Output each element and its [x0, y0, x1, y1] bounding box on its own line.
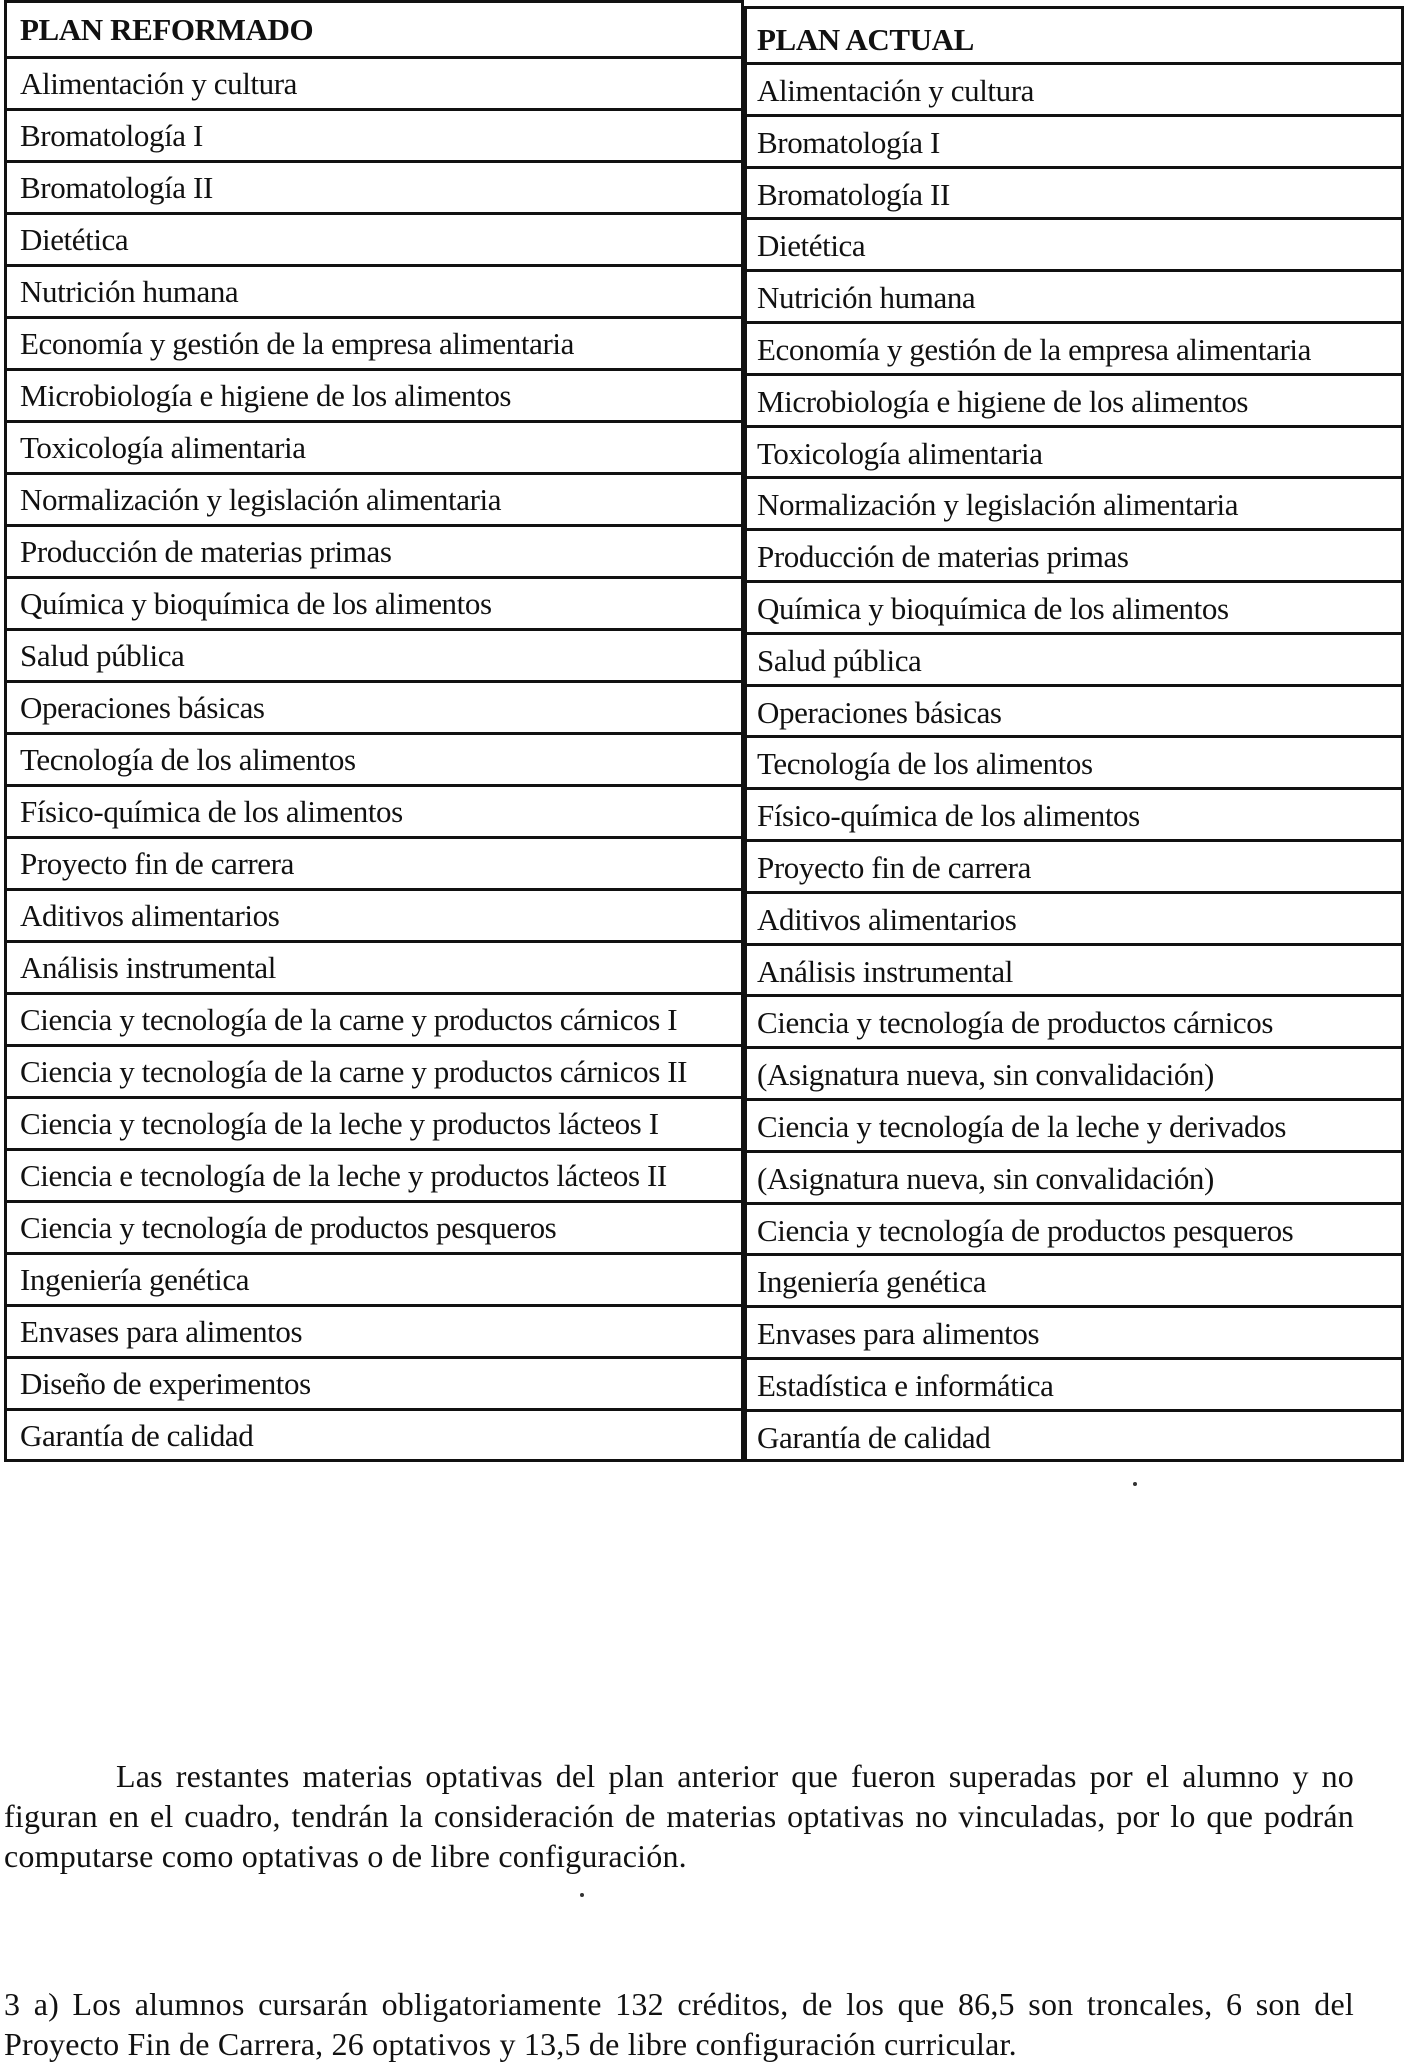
table-row-right: Aditivos alimentarios — [747, 894, 1401, 946]
table-row-left: Ciencia y tecnología de la carne y productos cárnicos I — [7, 995, 741, 1047]
table-row-left: Ciencia y tecnología de la leche y productos lácteos I — [7, 1099, 741, 1151]
table-row-right: Proyecto fin de carrera — [747, 842, 1401, 894]
scan-speck — [580, 1893, 584, 1897]
table-row-left: Ingeniería genética — [7, 1255, 741, 1307]
scan-speck — [1133, 1482, 1137, 1486]
table-row-left: Aditivos alimentarios — [7, 891, 741, 943]
optativas-paragraph: Las restantes materias optativas del plan anterior que fueron superadas por el alumno y no figuran en el cuadro, tendrán la consideración de materias optativas no vinculadas, por lo que podrán computarse como optativas o de libre configuración. — [4, 1758, 1354, 1874]
table-row-right: Ingeniería genética — [747, 1256, 1401, 1308]
plan-actual-header: PLAN ACTUAL — [747, 9, 1401, 65]
table-row-left: Economía y gestión de la empresa alimentaria — [7, 319, 741, 371]
table-row-right: Ciencia y tecnología de la leche y derivados — [747, 1101, 1401, 1153]
plan-reformado-header: PLAN REFORMADO — [7, 3, 741, 59]
table-row-left: Alimentación y cultura — [7, 59, 741, 111]
table-row-right: (Asignatura nueva, sin convalidación) — [747, 1049, 1401, 1101]
clause-3a: 3 a) Los alumnos cursarán obligatoriamente 132 créditos, de los que 86,5 son troncales, 6 son del Proyecto Fin de Carrera, 26 optativos y 13,5 de libre configuración curricular. — [4, 1986, 1354, 2062]
table-row-left: Operaciones básicas — [7, 683, 741, 735]
table-row-left: Ciencia y tecnología de la carne y productos cárnicos II — [7, 1047, 741, 1099]
table-row-right: Producción de materias primas — [747, 531, 1401, 583]
table-row-right: Tecnología de los alimentos — [747, 738, 1401, 790]
table-row-left: Análisis instrumental — [7, 943, 741, 995]
table-row-left: Ciencia y tecnología de productos pesqueros — [7, 1203, 741, 1255]
table-row-right: Garantía de calidad — [757, 1419, 991, 1455]
table-row-right: Físico-química de los alimentos — [747, 790, 1401, 842]
table-row-left: Ciencia e tecnología de la leche y productos lácteos II — [7, 1151, 741, 1203]
plan-reformado-column — [4, 0, 744, 1462]
table-row-left: Diseño de experimentos — [7, 1359, 741, 1411]
table-row-right: Economía y gestión de la empresa alimentaria — [747, 324, 1401, 376]
table-row-right: Operaciones básicas — [747, 687, 1401, 739]
table-row-left: Dietética — [7, 215, 741, 267]
table-row-right: (Asignatura nueva, sin convalidación) — [747, 1153, 1401, 1205]
table-row-right: Dietética — [747, 220, 1401, 272]
equivalence-table — [4, 0, 1404, 1462]
table-row-right: Ciencia y tecnología de productos cárnicos — [747, 997, 1401, 1049]
table-row-left: Salud pública — [7, 631, 741, 683]
table-row-right: Alimentación y cultura — [747, 65, 1401, 117]
table-row-left: Toxicología alimentaria — [7, 423, 741, 475]
table-row-right: Toxicología alimentaria — [747, 428, 1401, 480]
table-row-right: Normalización y legislación alimentaria — [747, 479, 1401, 531]
table-row-right: Microbiología e higiene de los alimentos — [747, 376, 1401, 428]
table-row-left: Tecnología de los alimentos — [7, 735, 741, 787]
table-row-left: Normalización y legislación alimentaria — [7, 475, 741, 527]
table-row-left: Química y bioquímica de los alimentos — [7, 579, 741, 631]
table-row-left: Envases para alimentos — [7, 1307, 741, 1359]
table-row-right: Estadística e informática — [747, 1360, 1401, 1412]
table-row-left: Físico-química de los alimentos — [7, 787, 741, 839]
table-row-left: Garantía de calidad — [20, 1418, 254, 1453]
table-row-left: Producción de materias primas — [7, 527, 741, 579]
table-row-right: Bromatología I — [747, 117, 1401, 169]
table-row-right: Nutrición humana — [747, 272, 1401, 324]
table-row-right: Bromatología II — [747, 169, 1401, 221]
table-row-left: Bromatología I — [7, 111, 741, 163]
table-row-left: Microbiología e higiene de los alimentos — [7, 371, 741, 423]
table-row-left: Nutrición humana — [7, 267, 741, 319]
table-row-right: Salud pública — [747, 635, 1401, 687]
table-row-right: Envases para alimentos — [747, 1308, 1401, 1360]
table-row-right: Ciencia y tecnología de productos pesqueros — [747, 1205, 1401, 1257]
table-row-right: Análisis instrumental — [747, 946, 1401, 998]
table-row-left: Bromatología II — [7, 163, 741, 215]
plan-actual-column — [744, 6, 1404, 1462]
table-row-left: Proyecto fin de carrera — [7, 839, 741, 891]
table-row-right: Química y bioquímica de los alimentos — [747, 583, 1401, 635]
